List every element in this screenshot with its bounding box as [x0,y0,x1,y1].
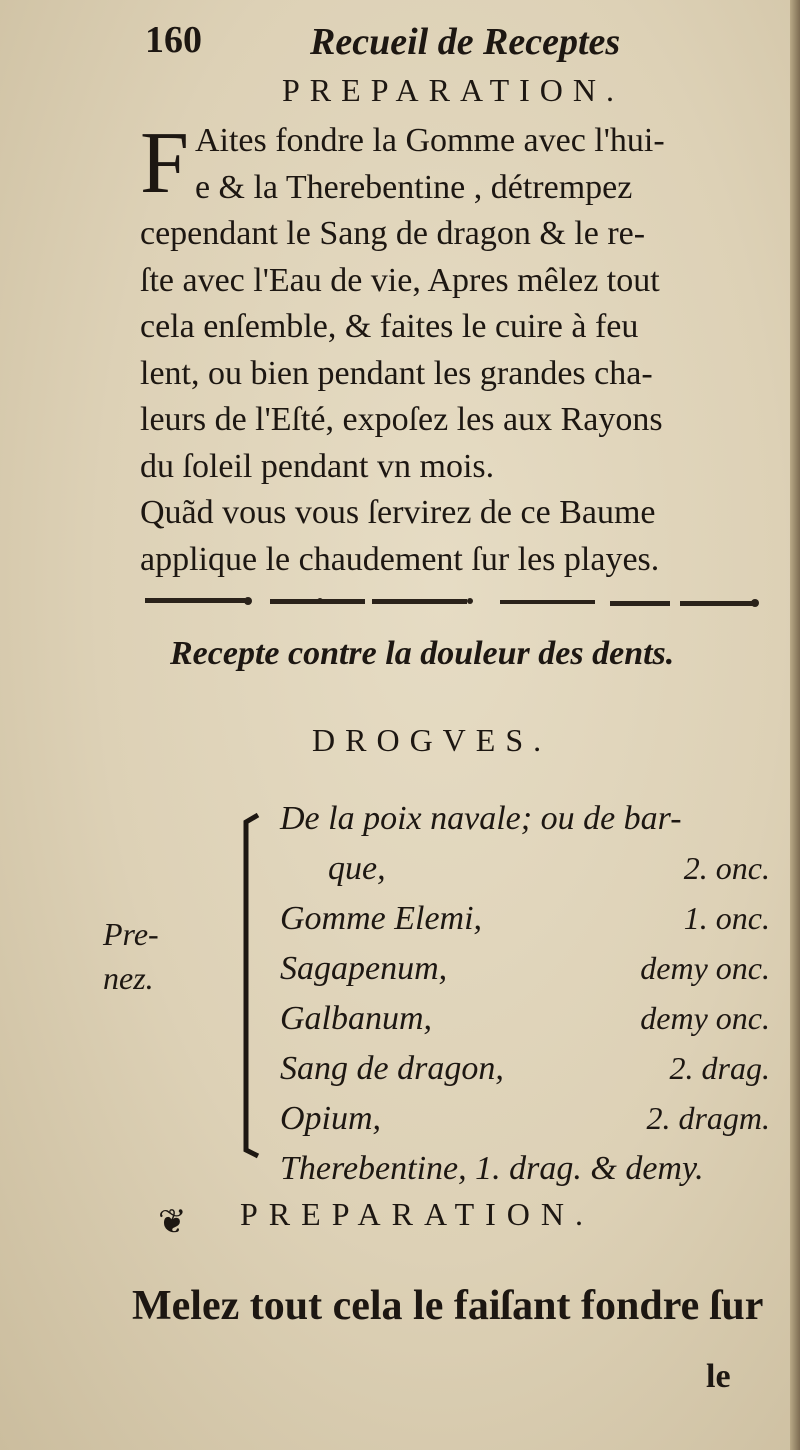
text-line: applique le chaudement ſur les playes. [140,540,660,578]
drogues-heading: DROGVES. [312,722,552,758]
preparation-heading: PREPARATION. [282,72,624,108]
ingredient-row [280,900,770,950]
ingredient-name: Gomme Elemi, [280,900,483,937]
prenez-line: Pre- [103,916,159,952]
ingredient-qty: 2. dragm. [646,1100,770,1136]
ornamental-rule [140,590,765,614]
final-text-line: Melez tout cela le faiſant fondre ſur [132,1283,764,1329]
ingredient-row [280,950,770,1000]
fleuron-icon: ❦ [158,1202,187,1242]
text-line: e & la Therebentine , détrempez [194,168,633,206]
ingredient-qty: 2. drag. [669,1050,770,1086]
preparation-heading-2: PREPARATION. [240,1196,594,1232]
ingredient-qty: 2. onc. [683,850,770,886]
ingredient-name: que, [328,850,386,887]
ingredient-list [280,800,770,1200]
prenez-label [103,912,159,1000]
ingredient-qty: 1. onc. [683,900,770,936]
text-line: cela enſemble, & faites le cuire à feu [140,308,639,345]
ingredient-name: Sagapenum, [280,950,448,987]
ingredient-qty: demy onc. [640,950,770,986]
ingredient-name: De la poix navale; ou de bar- [280,800,682,837]
ingredient-row [280,1100,770,1150]
prenez-line: nez. [103,960,154,996]
text-line: Quãd vous vous ſervirez de ce Baume [140,494,656,531]
page-header [145,18,745,68]
running-title: Recueil de Receptes [310,21,621,63]
drop-capital: F [140,115,189,212]
ingredient-name: Sang de dragon, [280,1050,504,1087]
ingredient-name: Therebentine, 1. drag. & demy. [280,1150,704,1187]
ingredient-row [280,1000,770,1050]
text-line: lent, ou bien pendant les grandes cha- [140,354,653,392]
ingredient-row [280,1150,770,1200]
catch-word: le [706,1358,731,1395]
text-line: leurs de l'Eſté, expoſez les aux Rayons [140,401,663,438]
text-line: cependant le Sang de dragon & le re- [140,215,646,252]
ingredient-row [280,850,770,900]
ingredient-row [280,800,770,850]
brace-bracket [236,810,266,1160]
ingredient-name: Galbanum, [280,1000,433,1037]
ingredient-qty: demy onc. [640,1000,770,1036]
text-line: Aites fondre la Gomme avec l'hui- [194,122,665,159]
ingredient-row [280,1050,770,1100]
ingredient-name: Opium, [280,1100,382,1137]
text-line: ſte avec l'Eau de vie, Apres mêlez tout [140,261,660,299]
page-number: 160 [145,19,202,61]
preparation-text [140,115,770,583]
page-edge [790,0,800,1450]
recipe-title: Recepte contre la douleur des dents. [170,635,675,672]
text-line: du ſoleil pendant vn mois. [140,447,495,485]
